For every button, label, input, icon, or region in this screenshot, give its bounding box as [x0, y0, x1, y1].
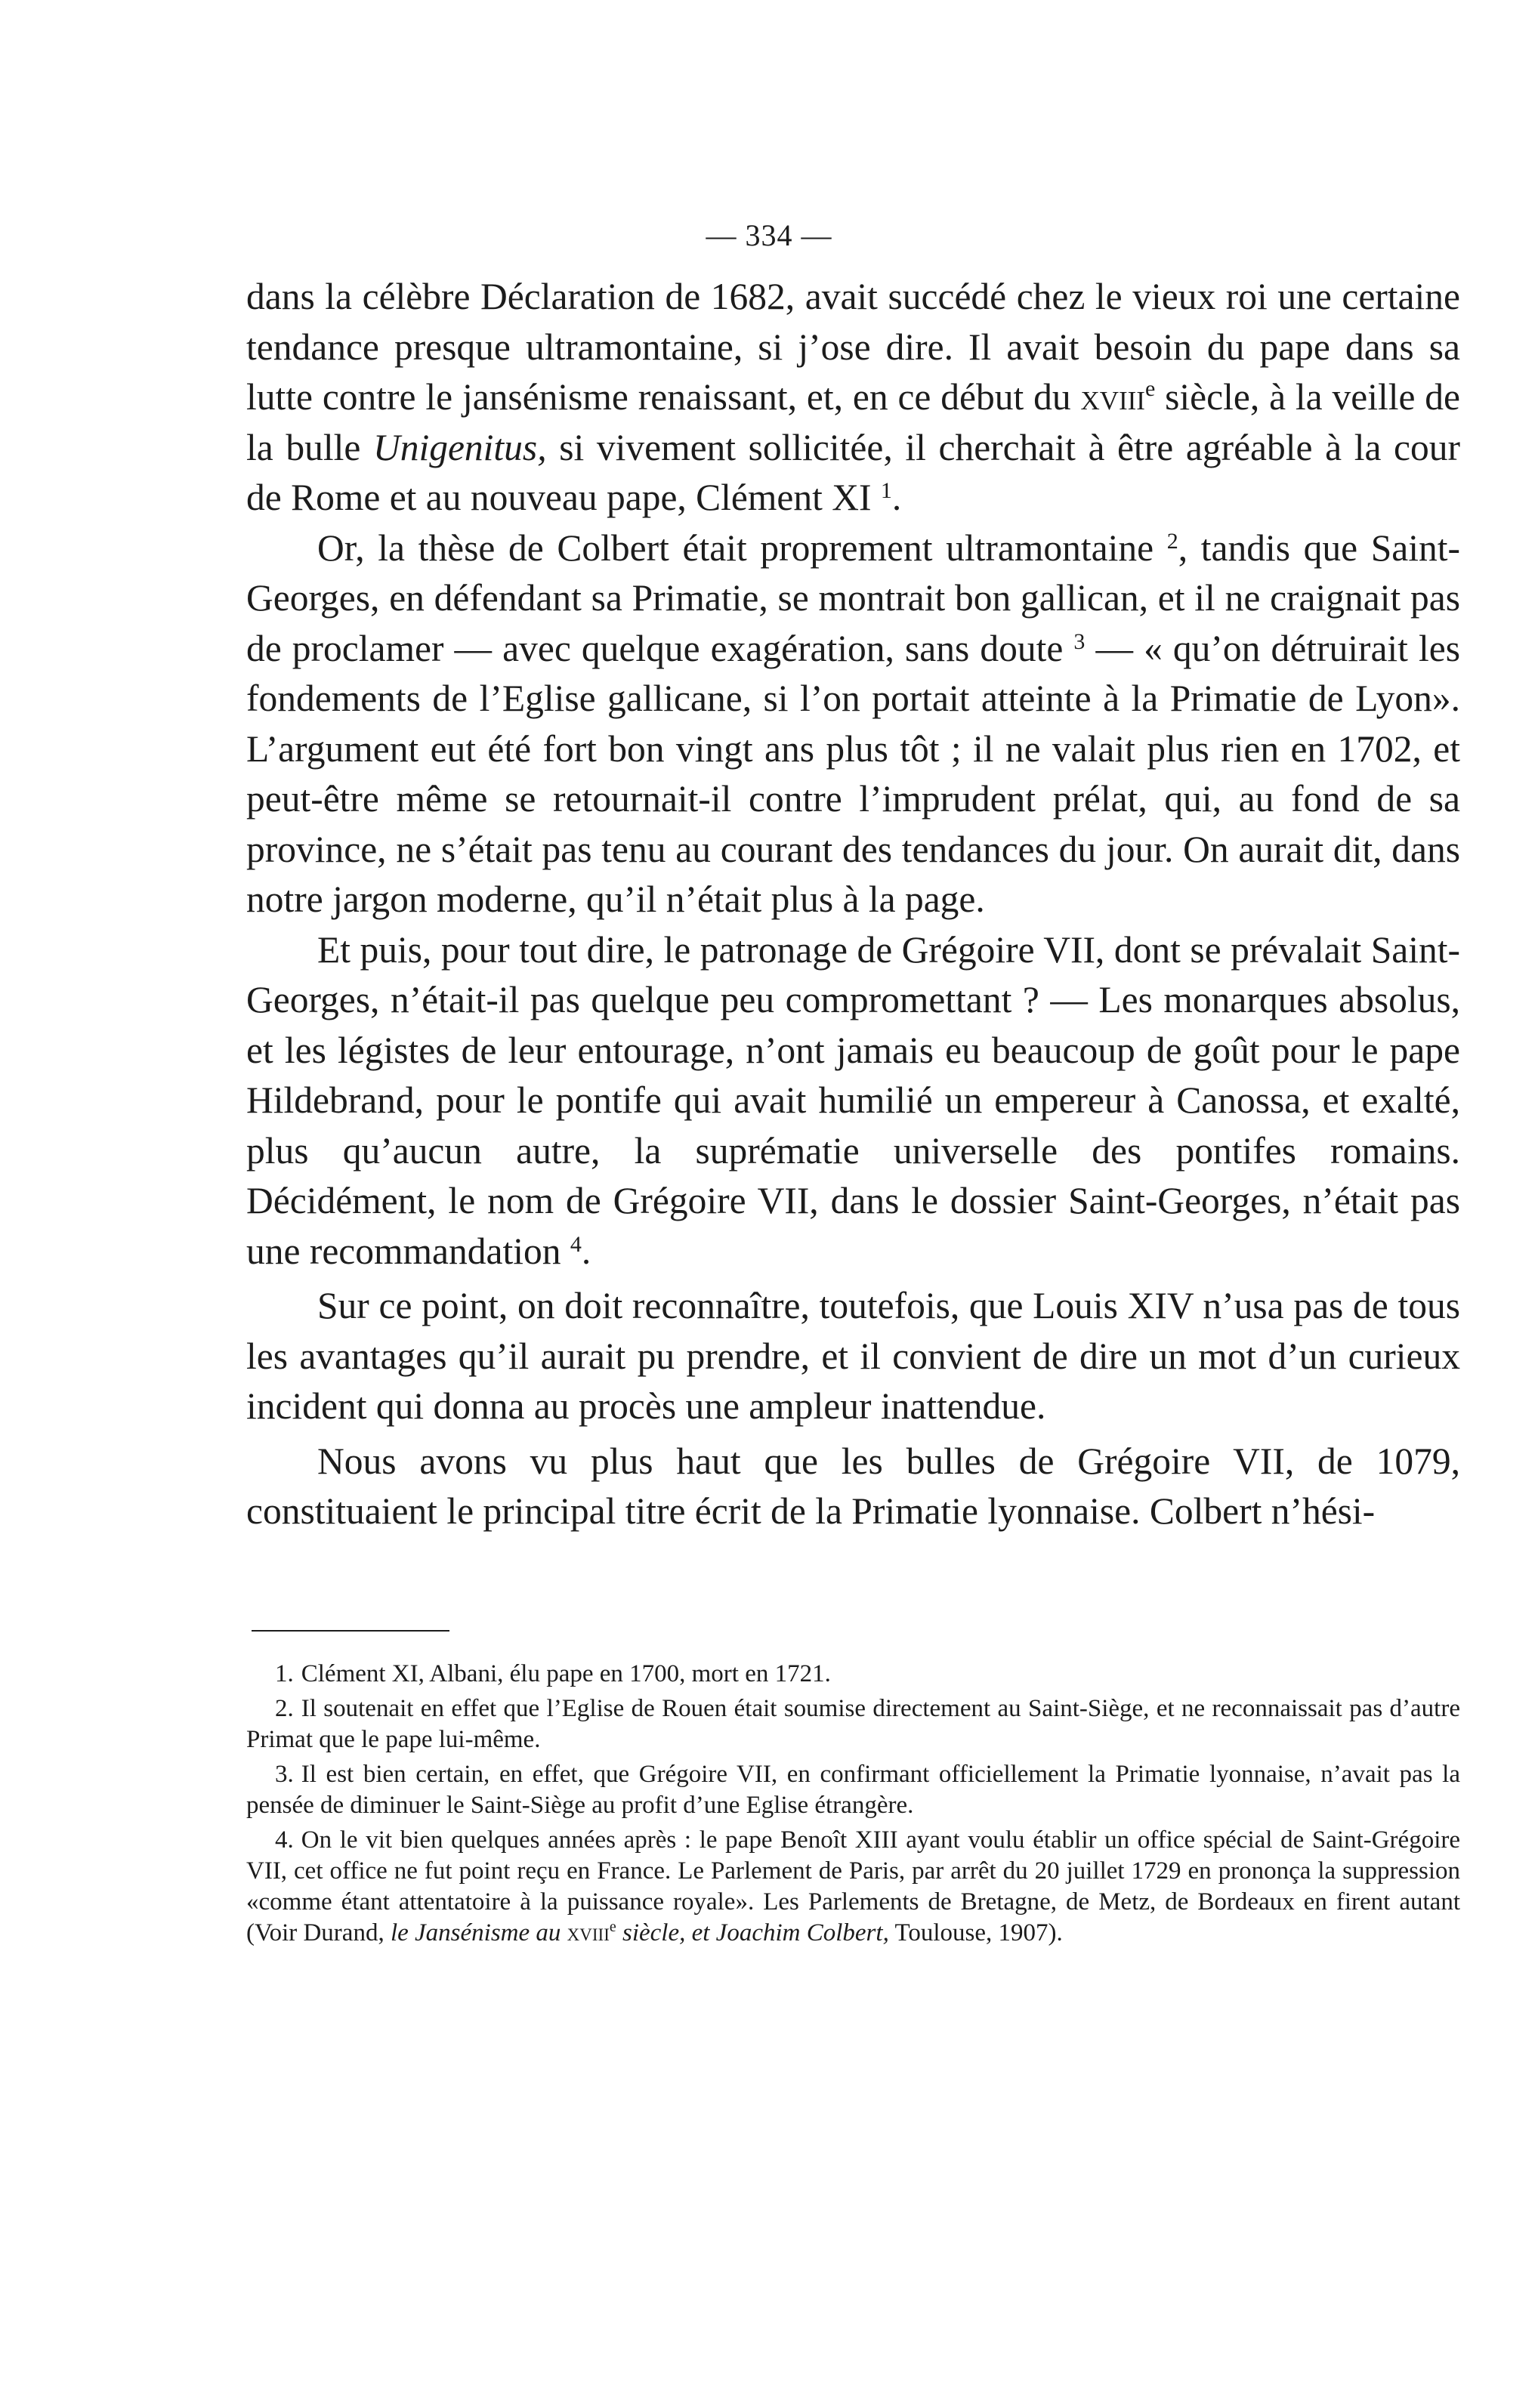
- footnote-4-text-b: Toulouse, 1907).: [888, 1919, 1063, 1946]
- footnotes: [246, 1659, 1460, 1953]
- paragraph-1-text-d: .: [891, 477, 902, 518]
- footnote-ref-2[interactable]: 2: [1166, 528, 1178, 554]
- paragraph-2-text-c: — « qu’on détruirait les fondements de l’Eglise gallicane, si l’on portait atteinte à la Primatie de Lyon». L’argument eut été fort bon vingt ans plus tôt ; il ne valait plus rien en 1702, et peut-être même se retournait-il contre l’imprudent prélat, qui, au fond de sa province, ne s’était pas tenu au courant des tendances du jour. On aurait dit, dans notre jargon moderne, qu’il n’était plus à la page.: [246, 627, 1460, 920]
- paragraph-2-text-a: Or, la thèse de Colbert était proprement ultramontaine: [317, 526, 1167, 569]
- footnote-2: [246, 1693, 1460, 1755]
- footnote-4-book-title-b: siècle, et Joachim Colbert,: [616, 1919, 889, 1946]
- paragraph-1-text-b: siècle, à la veille de la bulle: [246, 376, 1460, 468]
- footnote-3: [246, 1759, 1460, 1821]
- paragraph-2: [246, 523, 1460, 925]
- footnote-2-number: 2.: [275, 1695, 294, 1722]
- footnote-3-number: 3.: [275, 1761, 294, 1788]
- paragraph-2-text-b: , tandis que Saint-Georges, en défendant sa Primatie, se montrait bon gallican, et il ne craignait pas de proclamer — avec quelque exagération, sans doute: [246, 526, 1460, 669]
- footnote-2-text: Il soutenait en effet que l’Eglise de Rouen était soumise directement au Saint-Siège, et ne reconnaissait pas d’autre Primat que le pape lui-même.: [246, 1695, 1460, 1753]
- century-numeral: xviii: [1080, 376, 1145, 418]
- footnote-4-century-superscript: e: [609, 1919, 616, 1935]
- footnote-4-number: 4.: [275, 1826, 294, 1854]
- paragraph-1-text-c: si vivement sollicitée, il cherchait à être agréable à la cour de Rome et au nouveau pape, Clément XI: [246, 426, 1460, 518]
- body-text: [246, 272, 1460, 1537]
- footnote-4-book-title-a: le Jansénisme au: [390, 1919, 567, 1946]
- footnote-4-text-a: On le vit bien quelques années après : le pape Benoît XIII ayant voulu établir un office spécial de Saint-Grégoire VII, cet office ne fut point reçu en France. Le Parlement de Paris, par arrêt du 20 juillet 1729 en prononça la suppression «comme étant attentatoire à la puissance royale». Les Parlements de Bretagne, de Metz, de Bordeaux en firent autant (Voir Durand,: [246, 1826, 1460, 1946]
- footnote-ref-1[interactable]: 1: [880, 478, 892, 503]
- unigenitus-title: Unigenitus,: [372, 426, 547, 468]
- footnote-1: [246, 1659, 1460, 1690]
- paragraph-3-text-a: Et puis, pour tout dire, le patronage de Grégoire VII, dont se prévalait Saint-Georges, n’était-il pas quelque peu compromettant ? — Les monarques absolus, et les légistes de leur entourage, n’ont jamais eu beaucoup de goût pour le pape Hildebrand, pour le pontife qui avait humilié un empereur à Canossa, et exalté, plus qu’aucun autre, la suprématie universelle des pontifes romains. Décidément, le nom de Grégoire VII, dans le dossier Saint-Georges, n’était pas une recommandation: [246, 928, 1460, 1272]
- footnote-1-text: Clément XI, Albani, élu pape en 1700, mort en 1721.: [301, 1660, 831, 1687]
- paragraph-1: [246, 272, 1460, 523]
- footnote-ref-4[interactable]: 4: [570, 1231, 582, 1257]
- paragraph-3: [246, 925, 1460, 1277]
- footnote-4: [246, 1825, 1460, 1949]
- footnote-ref-3[interactable]: 3: [1073, 628, 1086, 654]
- century-superscript: e: [1144, 376, 1156, 401]
- paragraph-3-text-b: .: [581, 1230, 591, 1272]
- paragraph-5: Nous avons vu plus haut que les bulles de Grégoire VII, de 1079, constituaient le principal titre écrit de la Primatie lyonnaise. Colbert n’hési-: [246, 1440, 1460, 1532]
- footnote-4-century-numeral: xviii: [567, 1919, 610, 1946]
- footnote-1-number: 1.: [275, 1660, 294, 1687]
- page-number: — 334 —: [706, 218, 832, 252]
- footnote-separator-rule: [252, 1630, 449, 1632]
- paragraph-4: Sur ce point, on doit reconnaître, toutefois, que Louis XIV n’usa pas de tous les avantages qu’il aurait pu prendre, et il convient de dire un mot d’un curieux incident qui donna au procès une ampleur inattendue.: [246, 1285, 1460, 1427]
- paragraph-1-text-a: dans la célèbre Déclaration de 1682, avait succédé chez le vieux roi une certaine tendance presque ultramontaine, si j’ose dire. Il avait besoin du pape dans sa lutte contre le jansénisme renaissant, et, en ce début du: [246, 276, 1460, 418]
- footnote-3-text: Il est bien certain, en effet, que Grégoire VII, en confirmant officiellement la Primatie lyonnaise, n’avait pas la pensée de diminuer le Saint-Siège au profit d’une Eglise étrangère.: [246, 1761, 1460, 1819]
